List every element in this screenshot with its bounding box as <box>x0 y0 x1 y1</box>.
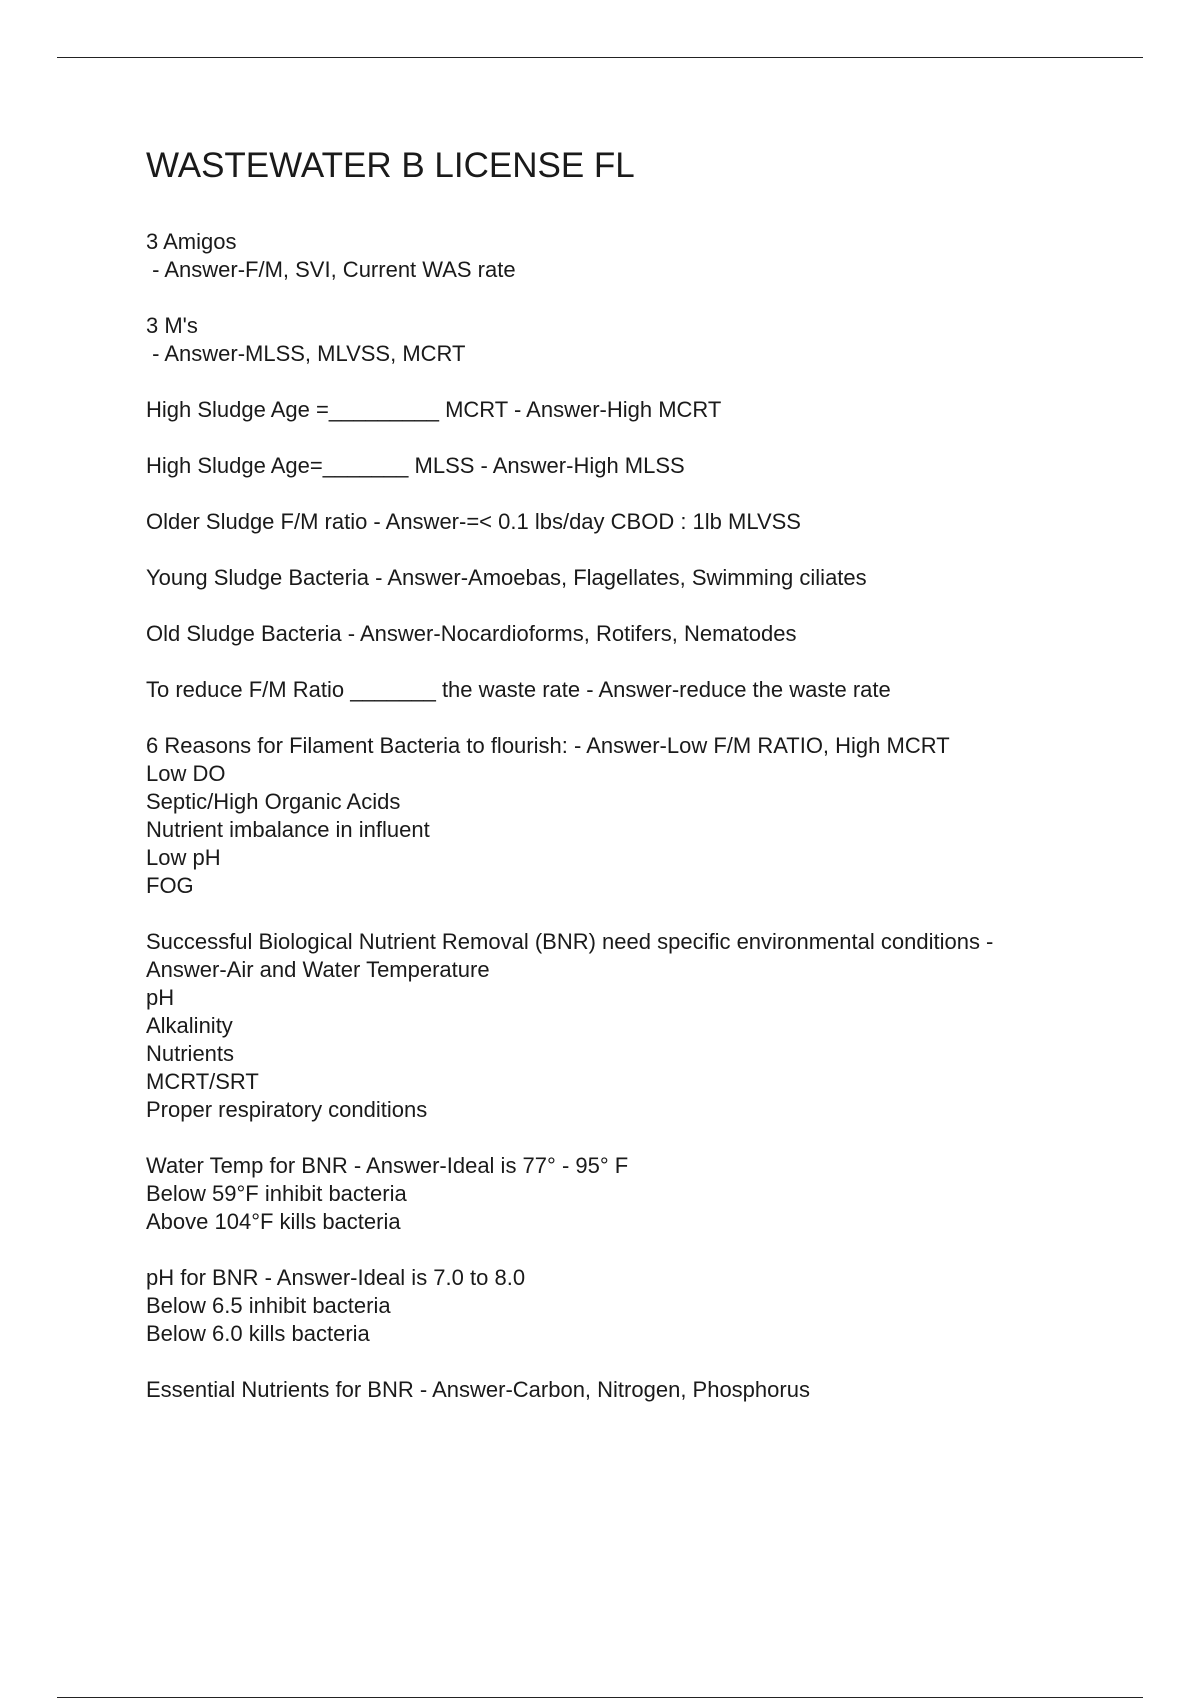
qa-entry-question: pH for BNR - Answer-Ideal is 7.0 to 8.0 <box>146 1265 526 1290</box>
qa-entry-line: Above 104°F kills bacteria <box>146 1209 401 1234</box>
bottom-divider <box>57 1697 1143 1698</box>
qa-entry <box>146 928 1106 1124</box>
qa-entry-list <box>146 228 1106 1432</box>
qa-entry-question: High Sludge Age=_______ MLSS - Answer-High MLSS <box>146 453 685 478</box>
qa-entry <box>146 508 1106 536</box>
qa-entry-question: Essential Nutrients for BNR - Answer-Carbon, Nitrogen, Phosphorus <box>146 1377 810 1402</box>
qa-entry-line: pH <box>146 985 175 1010</box>
qa-entry <box>146 1264 1106 1348</box>
qa-entry-line: Alkalinity <box>146 1013 233 1038</box>
qa-entry <box>146 312 1106 368</box>
qa-entry-line: - Answer-F/M, SVI, Current WAS rate <box>146 257 516 282</box>
qa-entry <box>146 1376 1106 1404</box>
qa-entry-line: Below 6.5 inhibit bacteria <box>146 1293 391 1318</box>
qa-entry-question: High Sludge Age =_________ MCRT - Answer-High MCRT <box>146 397 722 422</box>
qa-entry <box>146 676 1106 704</box>
qa-entry <box>146 1152 1106 1236</box>
qa-entry-question: 3 M's <box>146 313 198 338</box>
qa-entry-line: - Answer-MLSS, MLVSS, MCRT <box>146 341 466 366</box>
qa-entry <box>146 564 1106 592</box>
qa-entry-question: To reduce F/M Ratio _______ the waste rate - Answer-reduce the waste rate <box>146 677 891 702</box>
qa-entry-line: Nutrients <box>146 1041 235 1066</box>
qa-entry <box>146 452 1106 480</box>
qa-entry <box>146 732 1106 900</box>
qa-entry-line: Septic/High Organic Acids <box>146 789 401 814</box>
qa-entry-line: Below 6.0 kills bacteria <box>146 1321 370 1346</box>
qa-entry-line: Below 59°F inhibit bacteria <box>146 1181 407 1206</box>
qa-entry-line: Proper respiratory conditions <box>146 1097 428 1122</box>
document-title: WASTEWATER B LICENSE FL <box>146 146 635 185</box>
qa-entry-line: MCRT/SRT <box>146 1069 259 1094</box>
qa-entry-question: 3 Amigos <box>146 229 237 254</box>
qa-entry-line: Low DO <box>146 761 226 786</box>
qa-entry-question: Young Sludge Bacteria - Answer-Amoebas, Flagellates, Swimming ciliates <box>146 565 867 590</box>
top-divider <box>57 57 1143 58</box>
qa-entry-question: Successful Biological Nutrient Removal (BNR) need specific environmental conditions - <box>146 929 994 954</box>
qa-entry-question: Older Sludge F/M ratio - Answer-=< 0.1 lbs/day CBOD : 1lb MLVSS <box>146 509 801 534</box>
qa-entry-question: 6 Reasons for Filament Bacteria to flourish: - Answer-Low F/M RATIO, High MCRT <box>146 733 950 758</box>
qa-entry-line: Low pH <box>146 845 221 870</box>
qa-entry-line: FOG <box>146 873 194 898</box>
qa-entry <box>146 228 1106 284</box>
qa-entry-line: Answer-Air and Water Temperature <box>146 957 490 982</box>
qa-entry-line: Nutrient imbalance in influent <box>146 817 430 842</box>
qa-entry-question: Old Sludge Bacteria - Answer-Nocardioforms, Rotifers, Nematodes <box>146 621 797 646</box>
qa-entry <box>146 620 1106 648</box>
qa-entry-question: Water Temp for BNR - Answer-Ideal is 77° - 95° F <box>146 1153 629 1178</box>
qa-entry <box>146 396 1106 424</box>
